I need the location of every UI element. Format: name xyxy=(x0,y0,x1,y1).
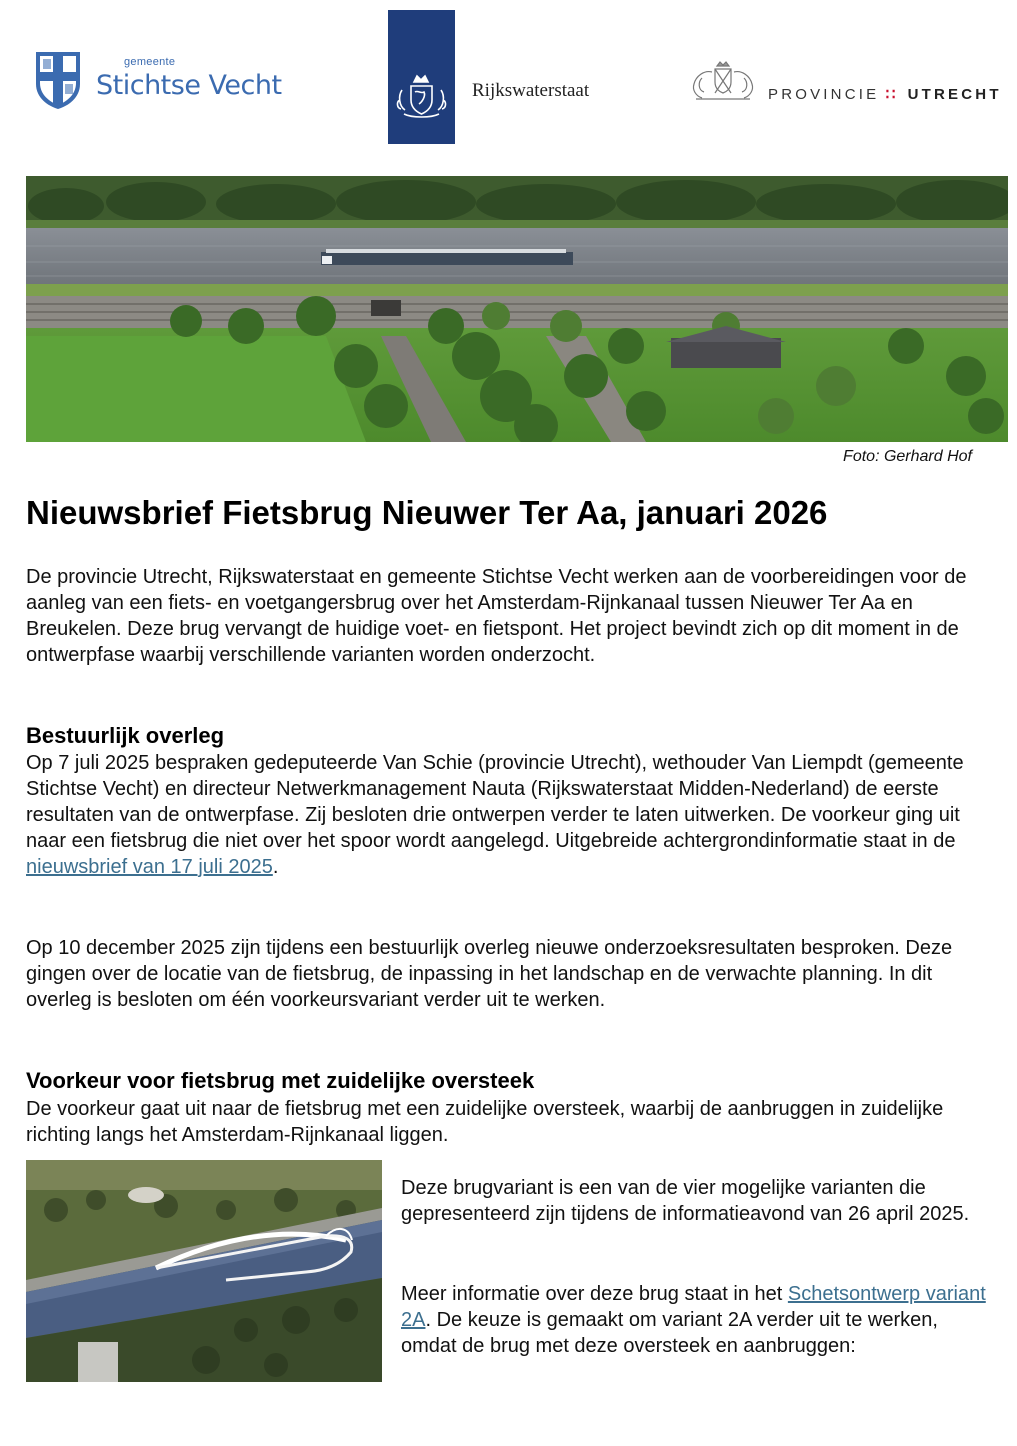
gemeente-label: gemeente xyxy=(124,56,176,68)
overleg-paragraph-1-text: Op 7 juli 2025 bespraken gedeputeerde Van Schie (provincie Utrecht), wethouder Van Liempdt (gemeente Stichtse Vecht) en directeur Netwerkmanagement Nauta (Rijkswaterstaat Midden-Nederland) de eerste resultaten van de ontwerpfase. Zij besloten drie ontwerpen verder te laten uitwerken. De voorkeur ging uit naar een fietsbrug die niet over het spoor wordt aangelegd. Uitgebreide achtergrondinformatie staat in de xyxy=(26,752,964,852)
provincie-name: UTRECHT xyxy=(907,86,1002,103)
provincie-word: PROVINCIE xyxy=(768,86,880,103)
rijkswaterstaat-logo xyxy=(388,10,628,144)
royal-coat-of-arms-icon xyxy=(388,10,455,144)
variant-description: Deze brugvariant is een van de vier mogelijke varianten die gepresenteerd zijn tijdens de informatieavond van 26 april 2025. xyxy=(401,1177,970,1225)
hero-aerial-photo xyxy=(26,176,1008,442)
page-title: Nieuwsbrief Fietsbrug Nieuwer Ter Aa, januari 2026 xyxy=(26,494,828,531)
rijkswaterstaat-name: Rijkswaterstaat xyxy=(472,80,590,101)
section-heading-voorkeur: Voorkeur voor fietsbrug met zuidelijke oversteek xyxy=(26,1068,535,1093)
provincie-crest-icon xyxy=(688,60,758,102)
utrecht-dots-icon: ∷ xyxy=(885,86,896,103)
intro-paragraph: De provincie Utrecht, Rijkswaterstaat en gemeente Stichtse Vecht werken aan de voorbereidingen voor de aanleg van een fiets- en voetgangersbrug over het Amsterdam-Rijnkanaal tussen Nieuwer Ter Aa en Breukelen. Deze brug vervangt de huidige voet- en fietspont. Het project bevindt zich op dit moment in de ontwerpfase waarbij verschillende varianten worden onderzocht. xyxy=(26,566,967,666)
overleg-paragraph-1-end: . xyxy=(272,856,279,878)
photo-caption: Foto: Gerhard Hof xyxy=(843,448,972,465)
rijkswaterstaat-emblem xyxy=(388,10,455,144)
nieuwsbrief-link[interactable]: nieuwsbrief van 17 juli 2025 xyxy=(26,856,273,878)
provincie-utrecht-logo xyxy=(688,60,1008,110)
schetsontwerp-link[interactable]: Schetsontwerp variant 2A xyxy=(401,1283,986,1331)
voorkeur-paragraph: De voorkeur gaat uit naar de fietsbrug met een zuidelijke oversteek, waarbij de aanbruggen in zuidelijke richting langs het Amsterdam-Rijnkanaal liggen. xyxy=(26,1098,944,1146)
overleg-paragraph-2: Op 10 december 2025 zijn tijdens een bestuurlijk overleg nieuwe onderzoeksresultaten besproken. Deze gingen over de locatie van de fietsbrug, de inpassing in het landschap en de verwachte planning. In dit overleg is besloten om één voorkeursvariant verder uit te werken. xyxy=(26,937,953,1011)
shield-icon xyxy=(34,50,82,110)
schetsontwerp-paragraph-start: Meer informatie over deze brug staat in het xyxy=(401,1283,788,1305)
schetsontwerp-paragraph-end: . De keuze is gemaakt om variant 2A verder uit te werken, omdat de brug met deze oversteek en aanbruggen: xyxy=(401,1309,938,1357)
gemeente-stichtse-vecht-logo xyxy=(34,50,294,112)
gemeente-name: Stichtse Vecht xyxy=(96,70,282,101)
schetsontwerp-paragraph xyxy=(401,1281,991,1359)
provincie-wordmark xyxy=(768,85,1002,103)
bridge-variant-render xyxy=(26,1160,382,1382)
header-logos xyxy=(0,0,1017,160)
section-heading-bestuurlijk-overleg: Bestuurlijk overleg xyxy=(26,723,225,748)
overleg-paragraph-1 xyxy=(26,750,986,880)
